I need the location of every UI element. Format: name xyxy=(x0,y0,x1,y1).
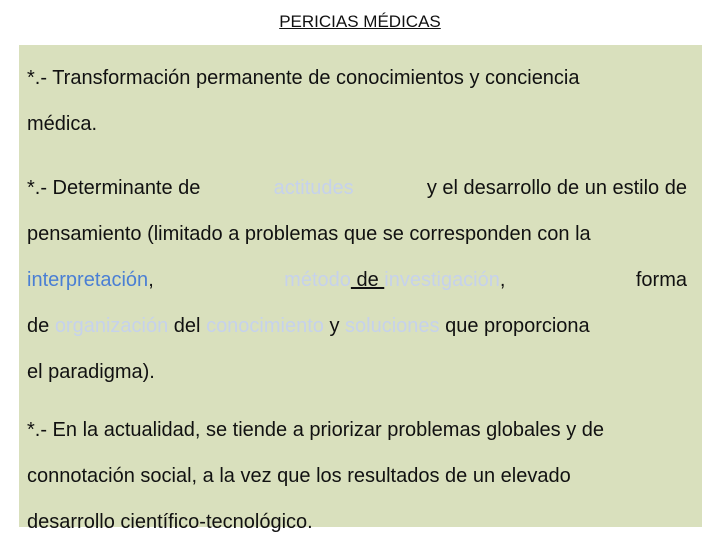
link-actitudes[interactable]: actitudes xyxy=(273,177,354,199)
p2-comma-2: , xyxy=(499,269,506,291)
paragraph-1-line-1 xyxy=(27,55,687,101)
p2-text-determinante: *.- Determinante de xyxy=(27,177,201,199)
p2-text-forma: forma xyxy=(635,269,687,291)
p2-text-de: de xyxy=(27,315,50,337)
paragraph-actualidad xyxy=(27,407,687,545)
page-title: PERICIAS MÉDICAS xyxy=(279,12,441,31)
paragraph-2-line-5: el paradigma). xyxy=(27,361,155,383)
link-soluciones[interactable]: soluciones xyxy=(345,315,440,337)
link-investigacion[interactable]: investigación xyxy=(384,269,500,291)
paragraph-1-line-2: médica. xyxy=(27,113,98,135)
paragraph-2-line-1 xyxy=(27,165,687,211)
p1-line-1-text: *.- Transformación permanente de conocimientos y conciencia xyxy=(27,67,580,89)
paragraph-3-line-3: desarrollo científico-tecnológico. xyxy=(27,511,313,533)
p2-comma-1: , xyxy=(148,269,154,291)
paragraph-transformacion xyxy=(27,55,687,147)
paragraph-3-line-1: *.- En la actualidad, se tiende a priorizar problemas globales y de xyxy=(27,419,604,441)
p2-text-del: del xyxy=(173,315,201,337)
p2-line4-group xyxy=(27,303,590,349)
p2-interpretacion-group xyxy=(27,257,154,303)
paragraph-2-line-2: pensamiento (limitado a problemas que se corresponden con la xyxy=(27,223,591,245)
link-conocimiento[interactable]: conocimiento xyxy=(206,315,324,337)
p2-text-proporciona: que proporciona xyxy=(445,315,590,337)
paragraph-determinante xyxy=(27,165,687,395)
paragraph-2-line-4 xyxy=(27,303,687,349)
link-de[interactable]: de xyxy=(350,269,385,291)
link-metodo[interactable]: método xyxy=(284,269,351,291)
p2-metodo-group xyxy=(284,257,505,303)
p2-text-desarrollo: y el desarrollo de un estilo de xyxy=(426,177,687,199)
link-organizacion[interactable]: organización xyxy=(54,315,169,337)
p2-text-y: y xyxy=(329,315,340,337)
paragraph-3-line-2: connotación social, a la vez que los resultados de un elevado xyxy=(27,465,571,487)
link-interpretacion[interactable]: interpretación xyxy=(27,269,149,291)
paragraph-2-line-3 xyxy=(27,257,687,303)
